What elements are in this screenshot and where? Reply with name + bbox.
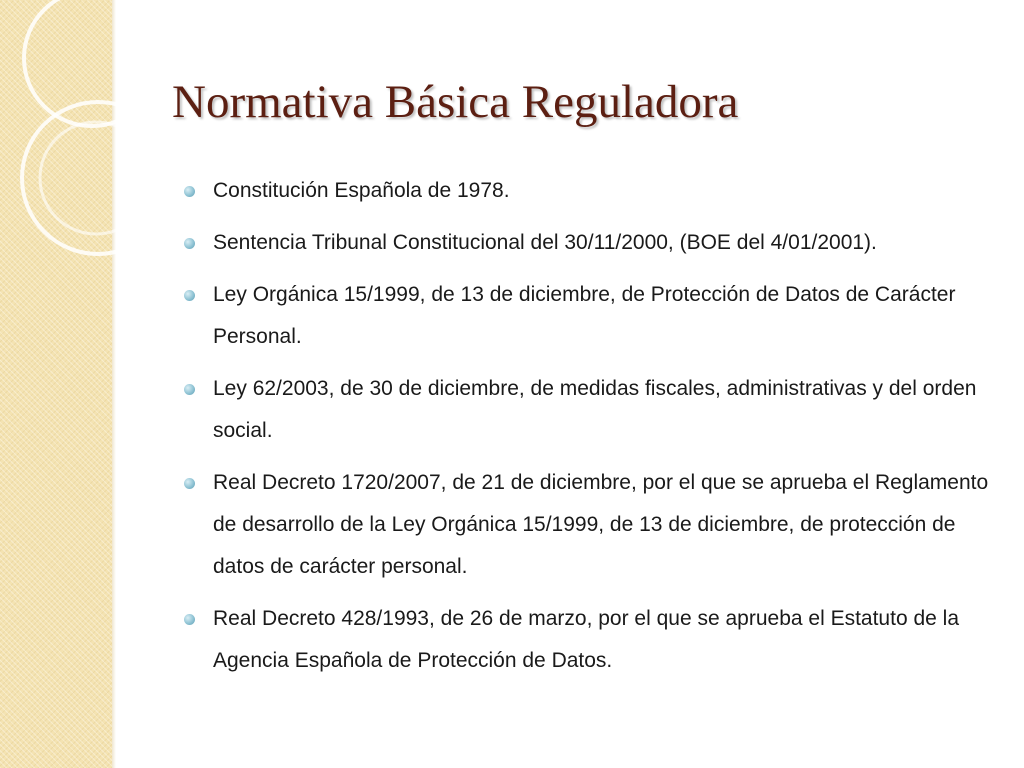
bullet-item xyxy=(183,222,993,264)
bullet-dot-icon xyxy=(184,614,195,625)
bullet-item xyxy=(183,368,993,452)
bullet-dot-icon xyxy=(184,290,195,301)
bullet-text: Real Decreto 1720/2007, de 21 de diciembre, por el que se aprueba el Reglamento de desarrollo de la Ley Orgánica 15/1999, de 13 de diciembre, de protección de datos de carácter personal. xyxy=(213,471,989,578)
bullet-text: Ley Orgánica 15/1999, de 13 de diciembre, de Protección de Datos de Carácter Personal. xyxy=(213,283,956,348)
bullet-item xyxy=(183,170,993,212)
bullet-dot-icon xyxy=(184,384,195,395)
bullet-text: Ley 62/2003, de 30 de diciembre, de medidas fiscales, administrativas y del orden social. xyxy=(213,377,977,442)
side-band-edge xyxy=(112,0,116,768)
bullet-dot-icon xyxy=(184,238,195,249)
bullet-text: Real Decreto 428/1993, de 26 de marzo, por el que se aprueba el Estatuto de la Agencia Española de Protección de Datos. xyxy=(213,607,959,672)
bullet-item xyxy=(183,462,993,588)
bullet-item xyxy=(183,598,993,682)
bullet-dot-icon xyxy=(184,478,195,489)
bullet-dot-icon xyxy=(184,186,195,197)
bullet-item xyxy=(183,274,993,358)
slide-title: Normativa Básica Reguladora xyxy=(172,76,739,128)
decorative-side-band xyxy=(0,0,112,768)
bullet-text: Constitución Española de 1978. xyxy=(213,179,510,202)
bullet-text: Sentencia Tribunal Constitucional del 30/11/2000, (BOE del 4/01/2001). xyxy=(213,231,877,254)
bullet-list xyxy=(183,170,993,692)
